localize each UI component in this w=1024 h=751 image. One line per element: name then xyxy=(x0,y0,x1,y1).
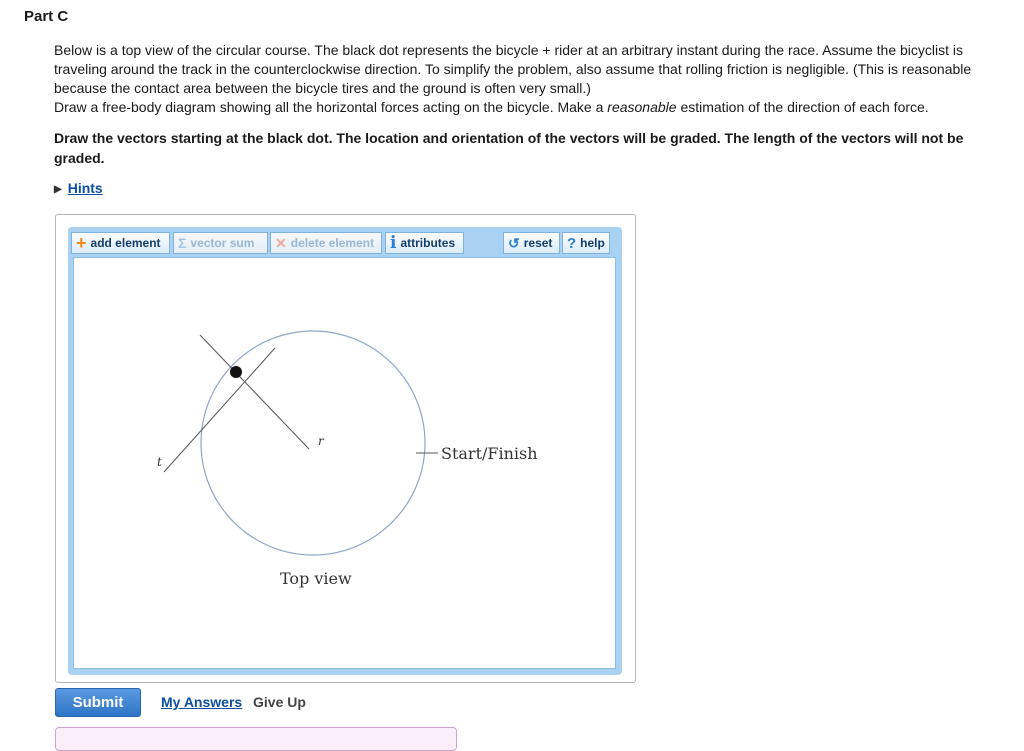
prompt-emphasis: reasonable xyxy=(607,99,677,115)
attributes-button[interactable] xyxy=(385,232,464,254)
delete-element-button[interactable] xyxy=(270,232,382,254)
radial-label: r xyxy=(318,434,324,448)
prompt-text-start: Draw a free-body diagram showing all the horizontal forces acting on the bicycle. Make a xyxy=(54,99,608,115)
prompt-paragraph-2 xyxy=(54,98,1019,117)
bicycle-dot[interactable] xyxy=(230,366,242,378)
hints-toggle[interactable] xyxy=(54,180,103,196)
drawing-canvas[interactable] xyxy=(73,257,616,669)
question-mark-icon: ? xyxy=(567,234,577,252)
help-label: help xyxy=(580,236,605,250)
grading-instruction: Draw the vectors starting at the black dot. The location and orientation of the vectors will be graded. The length of the vectors will not be graded. xyxy=(54,130,964,166)
sigma-icon: Σ xyxy=(178,235,187,251)
tangent-label: t xyxy=(157,455,162,469)
course-diagram xyxy=(74,258,615,668)
prompt-text-end: estimation of the direction of each force. xyxy=(676,99,929,115)
attributes-label: attributes xyxy=(400,236,456,250)
give-up-link[interactable]: Give Up xyxy=(253,694,306,710)
top-view-label: Top view xyxy=(280,569,352,588)
reset-arrow-icon: ↺ xyxy=(508,234,520,251)
add-element-button[interactable] xyxy=(71,232,170,254)
radial-line xyxy=(200,335,309,449)
hints-link[interactable]: Hints xyxy=(67,180,103,196)
vector-sum-button[interactable] xyxy=(173,232,268,254)
problem-prompt xyxy=(54,41,1019,117)
add-element-label: add element xyxy=(90,236,161,250)
circular-course xyxy=(201,331,425,555)
prompt-paragraph-1: Below is a top view of the circular course. The black dot represents the bicycle + rider at an arbitrary instant during the race. Assume the bicyclist is traveling around the track in the counterclockwise direction. To simplify the problem, also assume that rolling friction is negligible. (This is reasonable because the contact area between the bicycle tires and the ground is often very small.) xyxy=(54,42,972,96)
help-button[interactable] xyxy=(562,232,610,254)
reset-button[interactable] xyxy=(503,232,560,254)
drawing-tool-frame xyxy=(68,227,622,675)
submit-button[interactable]: Submit xyxy=(55,688,141,717)
tangent-line xyxy=(164,348,275,472)
expand-triangle-icon: ▶ xyxy=(54,184,62,195)
reset-label: reset xyxy=(523,236,553,250)
my-answers-link[interactable]: My Answers xyxy=(161,694,243,710)
start-finish-label: Start/Finish xyxy=(441,444,538,463)
drawing-tool-panel xyxy=(55,214,636,683)
drawing-toolbar xyxy=(71,231,619,255)
info-icon: i xyxy=(390,233,397,253)
delete-element-label: delete element xyxy=(290,236,375,250)
part-title: Part C xyxy=(24,8,69,25)
feedback-box xyxy=(55,727,457,751)
plus-icon: + xyxy=(76,233,87,253)
delete-x-icon: ✕ xyxy=(275,234,287,251)
vector-sum-label: vector sum xyxy=(190,236,255,250)
